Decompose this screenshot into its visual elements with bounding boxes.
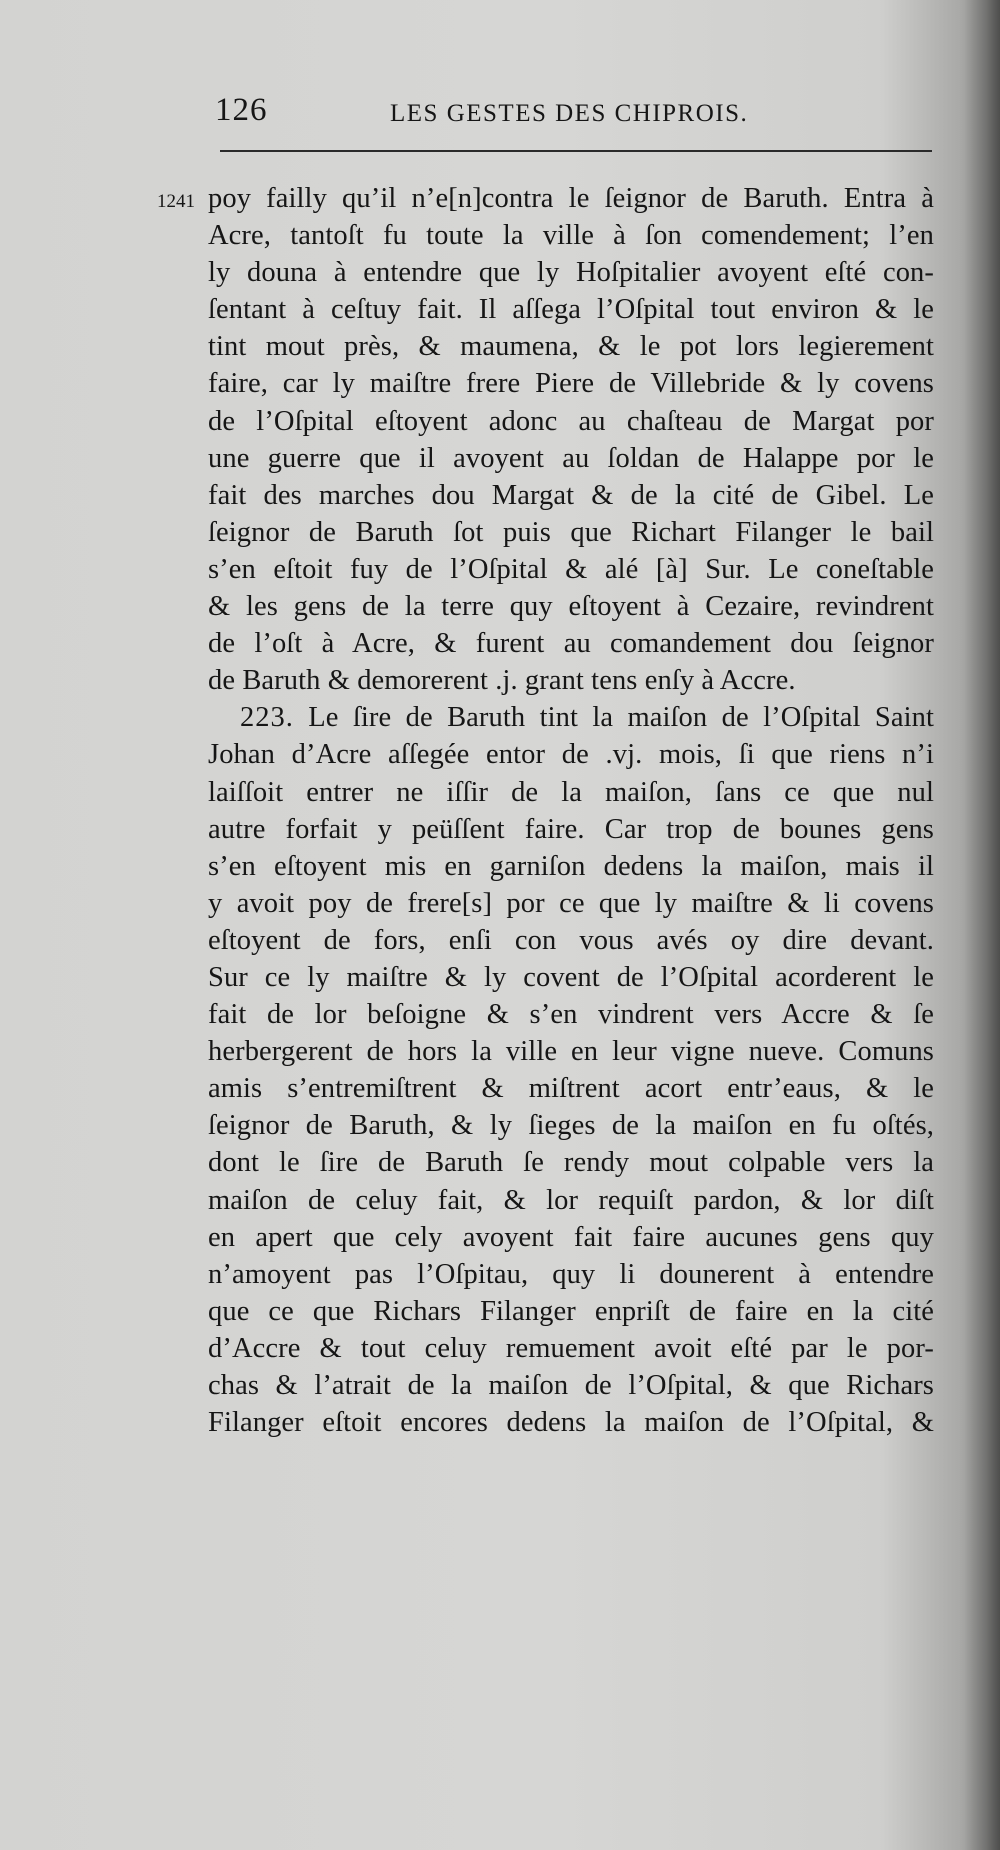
text-line: s’en eſtoyent mis en garniſon dedens la maiſon, mais il — [208, 850, 934, 882]
text-line: amis s’entremiſtrent & miſtrent acort entr’eaus, & le — [208, 1073, 934, 1105]
text-line: dont le ſire de Baruth ſe rendy mout colpable vers la — [208, 1147, 934, 1179]
text-line: ſentant à ceſtuy fait. Il aſſega l’Oſpital tout environ & le — [208, 294, 934, 326]
text-line: herbergerent de hors la ville en leur vigne nueve. Comuns — [208, 1036, 934, 1068]
text-line: d’Accre & tout celuy remuement avoit eſté par le por- — [208, 1332, 934, 1364]
text-line: de l’oſt à Acre, & furent au comandement dou ſeignor — [208, 628, 934, 660]
text-line: de l’Oſpital eſtoyent adonc au chaſteau de Margat por — [208, 405, 934, 437]
text-line: tint mout près, & maumena, & le pot lors legierement — [208, 331, 934, 363]
text-line: Acre, tantoſt fu toute la ville à ſon comendement; l’en — [208, 220, 934, 252]
paragraph-start-line — [208, 699, 934, 736]
text-line: maiſon de celuy fait, & lor requiſt pardon, & lor diſt — [208, 1184, 934, 1216]
text-line: s’en eſtoit fuy de l’Oſpital & alé [à] Sur. Le coneſtable — [208, 553, 934, 585]
text-line: ſeignor de Baruth ſot puis que Richart Filanger le bail — [208, 516, 934, 548]
text-line: Le ſire de Baruth tint la maiſon de l’Oſpital Saint — [308, 702, 934, 734]
text-line: Sur ce ly maiſtre & ly covent de l’Oſpital acorderent le — [208, 961, 934, 993]
header-rule — [220, 150, 932, 152]
text-line: faire, car ly maiſtre frere Piere de Villebride & ly covens — [208, 368, 934, 400]
text-line: & les gens de la terre quy eſtoyent à Cezaire, revindrent — [208, 591, 934, 623]
body-text — [208, 180, 934, 1441]
text-line: en apert que cely avoyent fait faire aucunes gens quy — [208, 1221, 934, 1253]
text-line: fait des marches dou Margat & de la cité de Gibel. Le — [208, 479, 934, 511]
text-line: fait de lor beſoigne & s’en vindrent vers Accre & ſe — [208, 999, 934, 1031]
text-line: que ce que Richars Filanger enpriſt de faire en la cité — [208, 1295, 934, 1327]
paragraph-number: 223. — [240, 702, 294, 734]
text-line: poy failly qu’il n’e[n]contra le ſeignor de Baruth. Entra à — [208, 183, 934, 214]
running-title: LES GESTES DES CHIPROIS. — [390, 100, 749, 127]
text-line: chas & l’atrait de la maiſon de l’Oſpital, & que Richars — [208, 1370, 934, 1401]
margin-year-note: 1241 — [157, 191, 195, 212]
text-line: ly douna à entendre que ly Hoſpitalier avoyent eſté con- — [208, 257, 934, 289]
page-edge-shadow — [964, 0, 1000, 1850]
text-line: n’amoyent pas l’Oſpitau, quy li dounerent à entendre — [208, 1258, 934, 1290]
text-line: Johan d’Acre aſſegée entor de .vj. mois, ſi que riens n’i — [208, 739, 934, 771]
page-number: 126 — [215, 92, 268, 128]
text-line: eſtoyent de fors, enſi con vous avés oy dire devant. — [208, 924, 934, 956]
text-line: laiſſoit entrer ne iſſir de la maiſon, ſans ce que nul — [208, 776, 934, 808]
text-line: autre forfait y peüſſent faire. Car trop de bounes gens — [208, 813, 934, 845]
text-line: ſeignor de Baruth, & ly ſieges de la maiſon en fu oſtés, — [208, 1110, 934, 1142]
text-line: une guerre que il avoyent au ſoldan de Halappe por le — [208, 442, 934, 474]
text-line: y avoit poy de frere[s] por ce que ly maiſtre & li covens — [208, 887, 934, 919]
text-line: de Baruth & demorerent .j. grant tens enſy à Accre. — [208, 665, 796, 697]
text-line: Filanger eſtoit encores dedens la maiſon de l’Oſpital, & — [208, 1407, 934, 1439]
